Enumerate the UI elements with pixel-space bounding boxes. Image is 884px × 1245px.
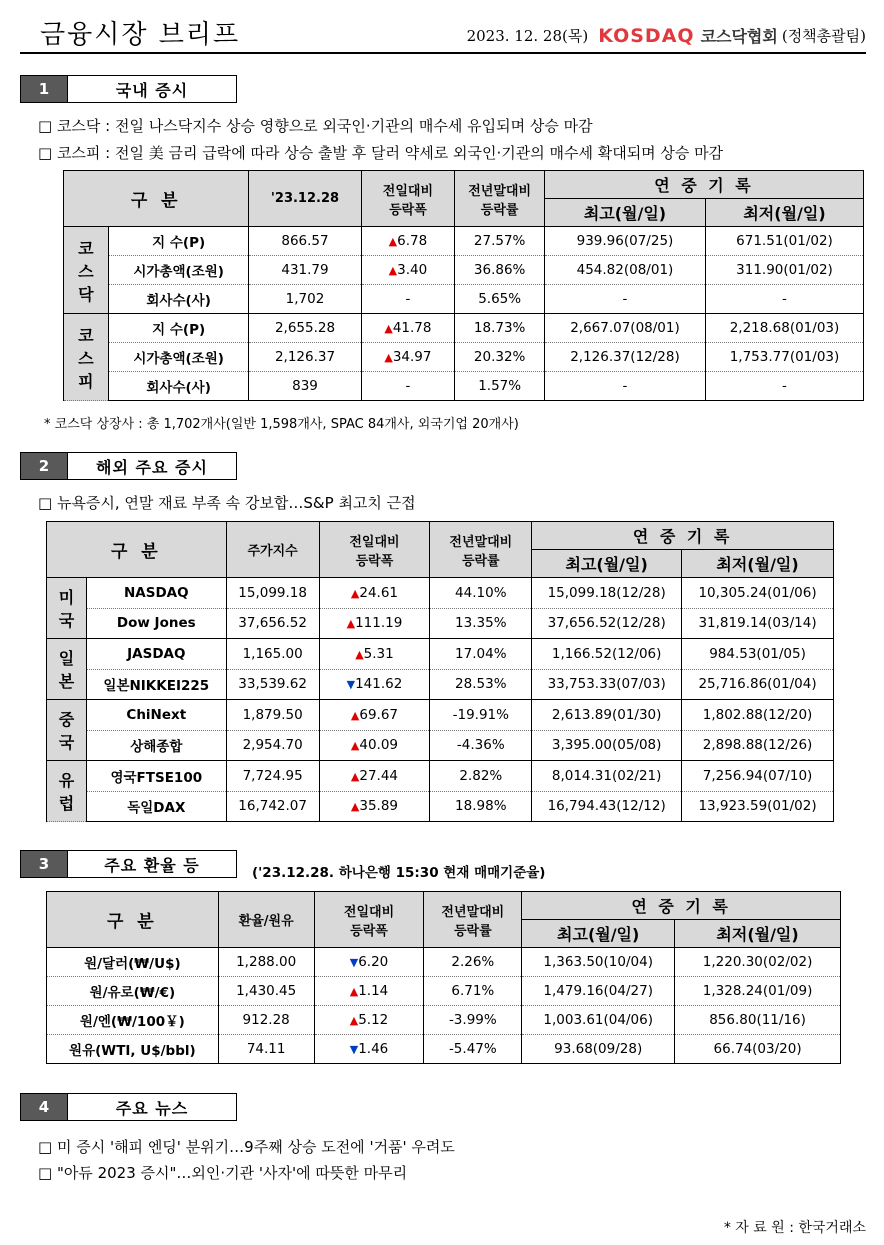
bullet-kosdaq: □ 코스닥 : 전일 나스닥지수 상승 영향으로 외국인·기관의 매수세 유입되며 상승 마감 [38,117,593,135]
year-high: 3,395.00(05/08) [532,730,682,761]
change-value: 5.31 [363,645,394,662]
daily-change [361,343,455,372]
ytd-rate: 20.32% [455,343,545,372]
daily-change [361,372,455,401]
index-value: 866.57 [249,227,361,256]
row-label: 원/엔(₩/100￥) [47,1006,219,1035]
year-high: 16,794.43(12/12) [532,791,682,822]
group-label: 일 본 [47,639,87,700]
year-high: 37,656.52(12/28) [532,608,682,639]
ytd-rate: 36.86% [455,256,545,285]
ytd-rate: 18.98% [430,791,532,822]
row-label: 상해종합 [86,730,226,761]
bullet-nyse: □ 뉴욕증시, 연말 재료 부족 속 강보합…S&P 최고치 근접 [38,494,416,512]
change-value: 6.78 [397,233,428,249]
daily-change [319,730,430,761]
daily-change [319,578,430,609]
daily-change [361,285,455,314]
daily-change [319,639,430,670]
header-year-record: 연 중 기 록 [532,522,834,550]
up-arrow-icon: ▲ [349,1014,359,1027]
table-row [64,227,864,256]
ytd-rate: 6.71% [424,977,522,1006]
row-label: 회사수(사) [108,372,249,401]
header-row [47,892,841,920]
header-change: 전일대비 등락폭 [314,892,424,948]
daily-change [361,256,455,285]
table-row [64,343,864,372]
year-low: 2,898.88(12/26) [682,730,834,761]
table-row [47,669,834,700]
daily-change [319,608,430,639]
table-row [47,578,834,609]
ytd-rate: 17.04% [430,639,532,670]
header-gubun: 구 분 [64,171,249,227]
fx-table [46,891,841,1064]
year-low: - [705,285,863,314]
daily-change [314,977,424,1006]
year-low: 1,802.88(12/20) [682,700,834,731]
change-value: 3.40 [397,262,428,278]
ytd-rate: 27.57% [455,227,545,256]
header-change: 전일대비 등락폭 [361,171,455,227]
table-row [64,372,864,401]
index-value: 16,742.07 [226,791,319,822]
index-value: 7,724.95 [226,761,319,792]
header-year-record: 연 중 기 록 [544,171,863,199]
year-high: 939.96(07/25) [544,227,705,256]
change-value: - [405,378,411,394]
row-label: 원/유로(₩/€) [47,977,219,1006]
year-low: 856.80(11/16) [675,1006,841,1035]
index-value: 74.11 [218,1035,314,1064]
header-gubun: 구 분 [47,522,227,578]
year-low: - [705,372,863,401]
table-row [47,948,841,977]
news-item: □ "아듀 2023 증시"…외인·기관 '사자'에 따뜻한 마무리 [38,1164,408,1182]
header-high: 최고(월/일) [532,550,682,578]
year-high: 8,014.31(02/21) [532,761,682,792]
header-change: 전일대비 등락폭 [319,522,430,578]
header-meta [467,24,866,47]
header-low: 최저(월/일) [705,199,863,227]
year-high: 1,479.16(04/27) [522,977,675,1006]
year-low: 31,819.14(03/14) [682,608,834,639]
row-label: 회사수(사) [108,285,249,314]
ytd-rate: -4.36% [430,730,532,761]
daily-change [361,314,455,343]
year-high: 1,003.61(04/06) [522,1006,675,1035]
group-label: 코 스 닥 [64,227,109,314]
news-item: □ 미 증시 '해피 엔딩' 분위기…9주째 상승 도전에 '거품' 우려도 [38,1138,455,1156]
ytd-rate: 13.35% [430,608,532,639]
index-value: 1,879.50 [226,700,319,731]
down-arrow-icon: ▼ [346,678,356,692]
ytd-rate: -19.91% [430,700,532,731]
row-label: 시가총액(조원) [108,256,249,285]
year-low: 1,328.24(01/09) [675,977,841,1006]
change-value: 24.61 [359,584,399,601]
table-row [64,314,864,343]
change-value: 40.09 [359,737,399,754]
daily-change [314,948,424,977]
data-source: * 자 료 원 : 한국거래소 [723,1220,866,1236]
row-label: Dow Jones [86,608,226,639]
header-gubun: 구 분 [47,892,219,948]
group-label: 중 국 [47,700,87,761]
section-1-heading [20,75,237,103]
year-low: 7,256.94(07/10) [682,761,834,792]
year-low: 2,218.68(01/03) [705,314,863,343]
up-arrow-icon: ▲ [388,264,398,277]
header-ytd: 전년말대비 등락률 [455,171,545,227]
header-year-record: 연 중 기 록 [522,892,841,920]
ytd-rate: 2.26% [424,948,522,977]
year-low: 671.51(01/02) [705,227,863,256]
table-row [47,761,834,792]
header-low: 최저(월/일) [675,920,841,948]
up-arrow-icon: ▲ [349,985,359,998]
change-value: 69.67 [359,706,399,723]
change-value: 1.14 [358,983,389,999]
fx-rate-note: ('23.12.28. 하나은행 15:30 현재 매매기준율) [252,865,546,881]
year-high: 2,126.37(12/28) [544,343,705,372]
up-arrow-icon: ▲ [350,708,360,722]
table-row [47,700,834,731]
down-arrow-icon: ▼ [349,1043,359,1056]
row-label: ChiNext [86,700,226,731]
year-low: 984.53(01/05) [682,639,834,670]
header-low: 최저(월/일) [682,550,834,578]
ytd-rate: 28.53% [430,669,532,700]
header-row [64,171,864,199]
row-label: 독일DAX [86,791,226,822]
up-arrow-icon: ▲ [350,586,360,600]
section-title: 국내 증시 [68,75,237,103]
ytd-rate: 18.73% [455,314,545,343]
up-arrow-icon: ▲ [350,769,360,783]
down-arrow-icon: ▼ [349,956,359,969]
row-label: JASDAQ [86,639,226,670]
change-value: 41.78 [392,320,432,336]
group-label: 코 스 피 [64,314,109,401]
row-label: 시가총액(조원) [108,343,249,372]
report-date: 2023. 12. 28(목) [466,27,589,45]
section-number: 2 [20,452,68,480]
daily-change [319,669,430,700]
index-value: 15,099.18 [226,578,319,609]
index-value: 431.79 [249,256,361,285]
index-value: 33,539.62 [226,669,319,700]
ytd-rate: 2.82% [430,761,532,792]
section-3-heading [20,850,237,878]
year-high: 2,667.07(08/01) [544,314,705,343]
header-value: '23.12.28 [249,171,361,227]
bullet-kospi: □ 코스피 : 전일 美 금리 급락에 따라 상승 출발 후 달러 약세로 외국인·기관의 매수세 확대되며 상승 마감 [38,144,724,162]
change-value: 27.44 [359,767,399,784]
header-high: 최고(월/일) [522,920,675,948]
year-low: 1,220.30(02/02) [675,948,841,977]
index-value: 839 [249,372,361,401]
ytd-rate: -5.47% [424,1035,522,1064]
table-row [47,791,834,822]
change-value: 1.46 [358,1041,389,1057]
index-value: 912.28 [218,1006,314,1035]
kosdaq-listing-footnote: * 코스닥 상장사 : 총 1,702개사(일반 1,598개사, SPAC 84개사, 외국기업 20개사) [44,417,519,432]
group-label: 미 국 [47,578,87,639]
page-header [20,12,866,54]
year-low: 66.74(03/20) [675,1035,841,1064]
index-value: 1,288.00 [218,948,314,977]
up-arrow-icon: ▲ [355,647,364,661]
year-low: 311.90(01/02) [705,256,863,285]
year-low: 10,305.24(01/06) [682,578,834,609]
daily-change [314,1035,424,1064]
change-value: 111.19 [355,615,403,632]
kosdaq-logo: KOSDAQ [598,24,695,47]
index-value: 2,954.70 [226,730,319,761]
year-high: 1,363.50(10/04) [522,948,675,977]
up-arrow-icon: ▲ [388,235,398,248]
table-row [47,1035,841,1064]
section-title: 주요 환율 등 [68,850,237,878]
table-row [47,730,834,761]
page-title: 금융시장 브리프 [40,20,241,50]
change-value: 35.89 [359,798,399,815]
up-arrow-icon: ▲ [384,322,393,335]
year-high: 454.82(08/01) [544,256,705,285]
table-row [47,608,834,639]
change-value: 34.97 [392,349,432,365]
change-value: 141.62 [355,676,403,693]
ytd-rate: 5.65% [455,285,545,314]
index-value: 1,702 [249,285,361,314]
header-row [47,522,834,550]
row-label: 일본NIKKEI225 [86,669,226,700]
daily-change [319,791,430,822]
year-high: 1,166.52(12/06) [532,639,682,670]
row-label: 영국FTSE100 [86,761,226,792]
section-title: 해외 주요 증시 [68,452,237,480]
group-label: 유 럽 [47,761,87,822]
section-number: 4 [20,1093,68,1121]
section-number: 3 [20,850,68,878]
section-number: 1 [20,75,68,103]
row-label: NASDAQ [86,578,226,609]
table-row [47,639,834,670]
header-ytd: 전년말대비 등락률 [424,892,522,948]
section-4-heading [20,1093,237,1121]
association-name: 코스닥협회 [700,27,778,46]
daily-change [319,761,430,792]
ytd-rate: -3.99% [424,1006,522,1035]
row-label: 지 수(P) [108,314,249,343]
table-row [64,256,864,285]
row-label: 지 수(P) [108,227,249,256]
ytd-rate: 44.10% [430,578,532,609]
overseas-market-table [46,521,834,822]
index-value: 2,126.37 [249,343,361,372]
index-value: 37,656.52 [226,608,319,639]
up-arrow-icon: ▲ [350,800,360,814]
section-title: 주요 뉴스 [68,1093,237,1121]
header-ytd: 전년말대비 등락률 [430,522,532,578]
year-high: - [544,285,705,314]
section-2-heading [20,452,237,480]
year-low: 1,753.77(01/03) [705,343,863,372]
change-value: - [405,291,411,307]
up-arrow-icon: ▲ [384,351,393,364]
year-high: - [544,372,705,401]
daily-change [319,700,430,731]
year-high: 93.68(09/28) [522,1035,675,1064]
index-value: 1,165.00 [226,639,319,670]
index-value: 1,430.45 [218,977,314,1006]
row-label: 원/달러(₩/U$) [47,948,219,977]
table-row [47,1006,841,1035]
year-high: 33,753.33(07/03) [532,669,682,700]
daily-change [361,227,455,256]
year-high: 15,099.18(12/28) [532,578,682,609]
daily-change [314,1006,424,1035]
table-row [47,977,841,1006]
header-value: 환율/원유 [218,892,314,948]
ytd-rate: 1.57% [455,372,545,401]
change-value: 6.20 [358,954,389,970]
header-value: 주가지수 [226,522,319,578]
domestic-market-table [63,170,864,401]
up-arrow-icon: ▲ [350,739,360,753]
row-label: 원유(WTI, U$/bbl) [47,1035,219,1064]
year-low: 25,716.86(01/04) [682,669,834,700]
year-low: 13,923.59(01/02) [682,791,834,822]
index-value: 2,655.28 [249,314,361,343]
up-arrow-icon: ▲ [346,617,356,631]
department: (정책총괄팀) [781,27,866,45]
year-high: 2,613.89(01/30) [532,700,682,731]
change-value: 5.12 [358,1012,389,1028]
table-row [64,285,864,314]
header-high: 최고(월/일) [544,199,705,227]
